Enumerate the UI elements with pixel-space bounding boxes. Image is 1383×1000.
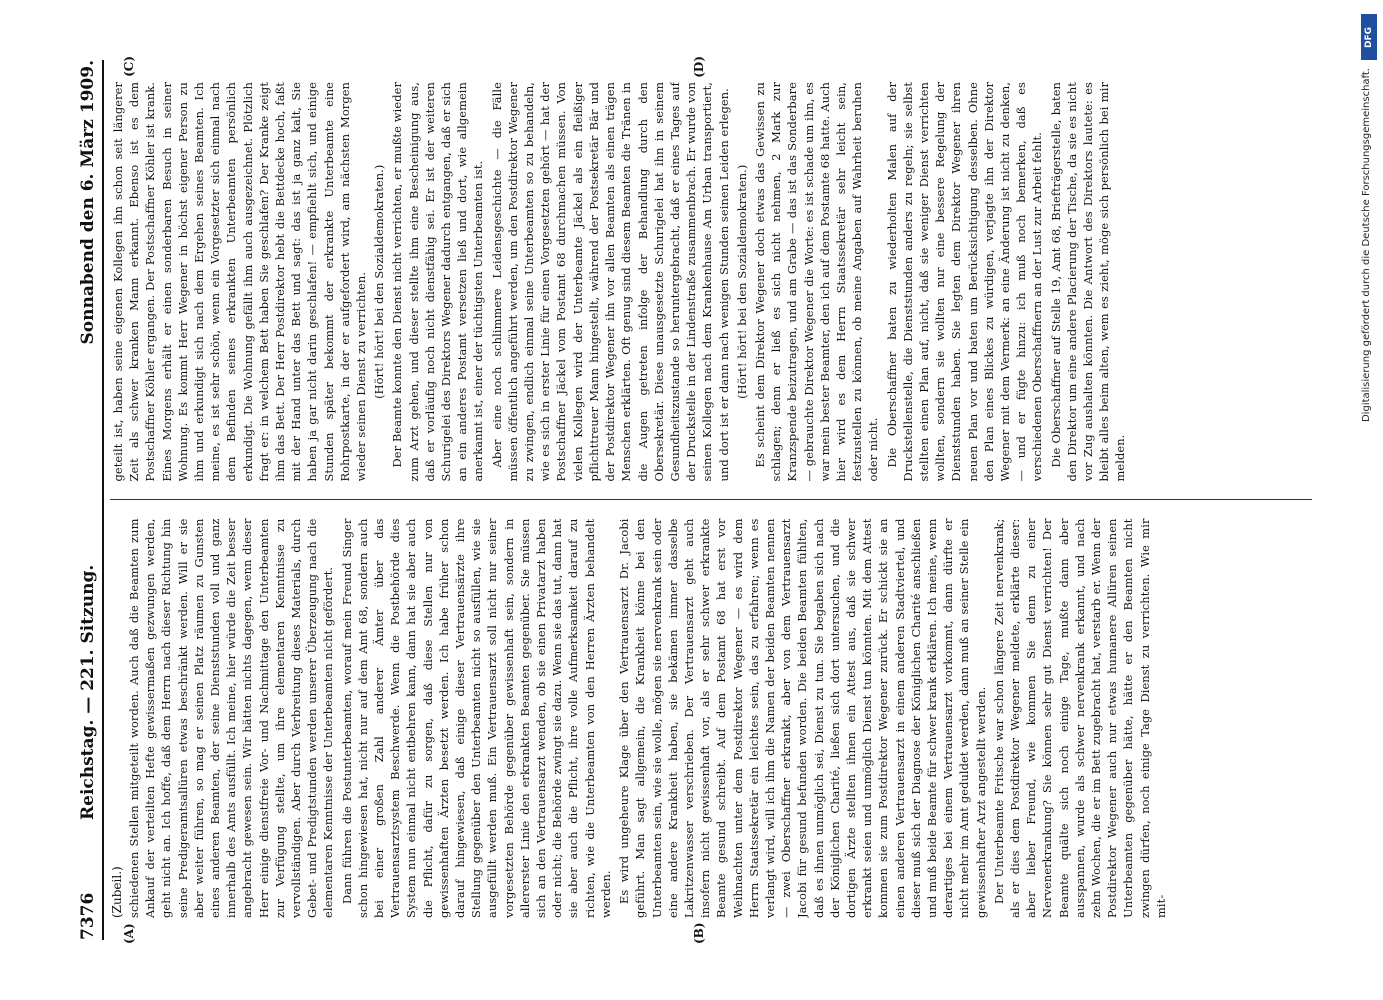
page-header (76, 60, 104, 940)
left-column (110, 519, 1312, 919)
paragraph: Aber eine noch schlimmere Leidensgeschichte — die Fälle müssen öffentlich angeführt werden, um den Postdirektor Wegener zu zwingen, endlich einmal seine Unterbeamten so zu behandeln, wie es sich in erster Linie für einen Vorgesetzten gehört — hat der Postschaffner Jäckel vom Postamt 68 durchmachen müssen. Von vielen Kollegen wird der Unterbeamte Jäckel als ein fleißiger pflichttreuer Mann hingestellt, während der Postsekretär Bär und der Postdirektor Wegener ihn vor allen Beamten als einen trägen Menschen erklärten. Oft genug sind diesem Beamten die Tränen in die Augen getreten infolge der Behandlung durch den Obersekretär. Diese unausgesetzte Schurigelei hat ihn in seinem Gesundheitszustande so heruntergebracht, daß er eines Tages auf der Druckstelle in der Lindenstraße zusammenbrach. Er wurde von seinen Kollegen nach dem Krankenhause Am Urban transportiert, und dort ist er dann nach wenigen Stunden seinen Leiden erlegen. (489, 82, 731, 482)
page-number: 7376 (77, 892, 98, 940)
paragraph: schiedenen Stellen mitgeteilt worden. Auch daß die Beamten zum Ankauf der verteilten Hefte gewissermaßen gezwungen werden, geht nicht an. Ich hoffe, daß dem Herrn nach dieser Richtung hin seine Predigeramtsallüren etwas beschränkt werden. Will er sie aber weiter führen, so mag er seinen Platz räumen zu Gunsten eines anderen Beamten, der seine Dienststunden voll und ganz innerhalb des Amts ausfüllt. Ich meine, hier würde die Zeit besser angebracht gewesen sein. Wir hätten nichts dagegen, wenn dieser Herr einige dienstfreie Vor- und Nachmittage den Unterbeamten zur Verfügung stellte, um ihre elementaren Kenntnisse zu vervollständigen. Aber durch Verbreitung dieses Materials, durch Gebet- und Predigtstunden werden unserer Überzeugung nach die elementaren Kenntnisse der Unterbeamten nicht gefördert. (126, 518, 335, 918)
header-date: Sonnabend den 6. März 1909. (77, 60, 98, 345)
paragraph: Der Beamte konnte den Dienst nicht verrichten, er mußte wieder zum Arzt gehen, und dieser stellte ihm eine Bescheinigung aus, daß er vorläufig noch nicht dienstfähig sei. Er ist der weiteren Schurigelei des Direktors Wegener dadurch entgangen, daß er sich an ein anderes Postamt versetzen ließ und dort, wie allgemein anerkannt ist, einer der tüchtigsten Unterbeamten ist. (389, 82, 485, 482)
paragraph: Es scheint dem Direktor Wegener doch etwas das Gewissen zu schlagen; denn er ließ es sich nicht nehmen, 2 Mark zur Kranzspende beizutragen, und am Grabe — das ist das Sonderbare — gebrauchte Direktor Wegener die Worte: es ist schade um ihn, es war mein bester Beamter, den ich auf dem Postamte 68 hatte. Auch hier wird es dem Herrn Staatssekretär sehr leicht sein, festzustellen zu können, ob meine Angaben auf Wahrheit beruhen oder nicht. (752, 82, 880, 482)
paragraph: Es wird ungeheure Klage über den Vertrauensarzt Dr. Jacobi geführt. Man sagt allgemein, die Krankheit könne bei den Unterbeamten sein, wie sie wolle, mögen sie nervenkrank sein oder eine andere Krankheit haben, sie bekämen immer dasselbe Lakritzenwasser verschrieben. Der Vertrauensarzt geht auch insofern nicht gewissenhaft vor, als er sehr schwer erkrankte Beamte gesund schreibt. Auf dem Postamt 68 hat erst vor Weihnachten unter dem Postdirektor Wegener — es wird dem Herrn Staatssekretär ein leichtes sein, das zu erfahren; wenn es verlangt wird, will ich ihm die Namen der beiden Beamten nennen — zwei Oberschaffner erkrankt, aber von dem Vertrauensarzt Jacobi für gesund befunden worden. Die beiden Beamten fühlten, daß es ihnen unmöglich sei, Dienst zu tun. Sie begaben sich nach der Königlichen Charité, ließen sich dort untersuchen, und die dortigen Ärzte stellten ihnen ein Attest aus, daß sie schwer erkrankt seien und unmöglich Dienst tun könnten. Mit dem Attest kommen sie zum Postdirektor Wegener zurück. Er schickt sie an einen anderen Vertrauensarzt in einem anderen Stadtviertel, und dieser muß sich der Diagnose der Königlichen Charité anschließen und muß beide Beamte für schwer krank erklären. Ich meine, wenn derartiges bei einem Vertrauensarzt vorkommt, dann dürfte er nicht mehr im Amt geduldet werden, dann muß an seiner Stelle ein gewissenhafter Arzt angestellt werden. (616, 518, 988, 918)
text-columns (110, 82, 1312, 918)
funding-credit: Digitalisierung gefördert durch die Deutsche Forschungsgemeinschaft. (1361, 68, 1372, 423)
speaker-label: (Zubeil.) (109, 866, 124, 918)
paragraph: Der Unterbeamte Fritsche war schon längere Zeit nervenkrank; als er dies dem Postdirektor Wegener meldete, erklärte dieser: aber lieber Freund, wie kommen Sie denn zu einer Nervenerkrankung? Sie können sehr gut Dienst verrichten! Der Beamte quälte sich noch einige Tage, mußte dann aber ausspannen, wurde als schwer nervenkrank erkannt, und nach zehn Wochen, die er im Bett zugebracht hat, verstarb er. Wenn der Postdirektor Wegener auch nur etwas humanere Allüren seinen Unterbeamten gegenüber hätte, hätte er den Beamten nicht zwingen dürfen, noch einige Tage Dienst zu verrichten. Wie mir mit- (991, 518, 1168, 918)
document-page (62, 50, 1322, 950)
margin-marker-d: (D) (691, 56, 706, 78)
margin-marker-c: (C) (121, 56, 136, 77)
right-column (110, 82, 1312, 482)
paragraph: Dann führen die Postunterbeamten, worauf mein Freund Singer schon hingewiesen hat, nicht nur auf dem Amt 68, sondern auch bei einer großen Zahl anderer Ämter über das Vertrauensarztsystem Beschwerde. Wenn die Postbehörde dies System nun einmal nicht entbehren kann, dann hat sie aber auch die Pflicht, dafür zu sorgen, daß diese Stellen nur von gewissenhaften Ärzten besetzt werden. Ich habe früher schon darauf hingewiesen, daß einige dieser Vertrauensärzte ihre Stellung gegenüber den Unterbeamten nicht so ausfüllen, wie sie ausgefüllt werden muß. Ein Vertrauensarzt soll nicht nur seiner vorgesetzten Behörde gegenüber gewissenhaft sein, sondern in allererster Linie den erkrankten Beamten gegenüber. Sie müssen sich an den Vertrauensarzt wenden, ob sie einen Privatarzt haben oder nicht; die Behörde zwingt sie dazu. Wenn sie das tut, dann hat sie aber auch die Pflicht, ihre volle Aufmerksamkeit darauf zu richten, wie die Unterbeamten von den Herren Ärzten behandelt werden. (339, 518, 613, 918)
column-divider (110, 500, 1312, 501)
dfg-logo: DFG (1361, 14, 1377, 60)
interjection: (Hört! hört! bei den Sozialdemokraten.) (734, 164, 749, 399)
margin-marker-a: (A) (121, 923, 136, 944)
interjection: (Hört! hört! bei den Sozialdemokraten.) (371, 164, 386, 399)
paragraph: Die Oberschaffner auf Stelle 19, Amt 68, Briefträgerstelle, baten den Direktor um eine andere Placierung der Tische, da sie es nicht vor Zug aushalten könnten. Die Antwort des Direktors lautete: es bleibt alles beim alten, wem es zieht, möge sich persönlich bei mir melden. (1048, 82, 1127, 482)
paragraph: Die Oberschaffner baten zu wiederholten Malen auf der Druckstellenstelle, die Dienststunden anders zu regeln; sie selbst stellten einen Plan auf, nicht, daß sie weniger Dienst verrichten wollten, sondern sie wollten nur eine bessere Regelung der Dienststunden haben. Sie legten dem Direktor Wegener ihren neuen Plan vor und baten um Berücksichtigung desselben. Ohne den Plan eines Blickes zu würdigen, verjagte ihn der Direktor Wegener mit dem Vermerk: an eine Änderung ist nicht zu denken, — und er fügte hinzu: ich muß noch bemerken, daß es verschiedenen Oberschaffnern an der Lust zur Arbeit fehlt. (884, 82, 1044, 482)
digitization-sidebar (1359, 6, 1381, 994)
header-title: Reichstag. — 221. Sitzung. (77, 564, 98, 820)
paragraph: geteilt ist, haben seine eigenen Kollegen ihn schon seit längerer Zeit als schwer kranken Mann erkannt. Ebenso ist es dem Postschaffner Köhler ergangen. Der Postschaffner Köhler ist krank. Eines Morgens erhält er einen sonderbaren Besuch in seiner Wohnung. Es kommt Herr Wegener in höchst eigener Person zu ihm und erkundigt sich nach dem Ergehen seines Beamten. Ich meine, es ist sehr schön, wenn ein Vorgesetzter sich einmal nach dem Befinden seines erkrankten Unterbeamten persönlich erkundigt. Die Wohnung gefällt ihm auch ausgezeichnet. Plötzlich fragt er: in welchem Bett haben Sie geschlafen? Der Kranke zeigt ihm das Bett. Der Herr Postdirektor hebt die Bettdecke hoch, faßt mit der Hand unter das Bett und sagt: das ist ja ganz kalt, Sie haben ja gar nicht darin geschlafen! — empfiehlt sich, und einige Stunden später bekommt der erkrankte Unterbeamte eine Rohrpostkarte, in der er aufgefordert wird, am nächsten Morgen wieder seinen Dienst zu verrichten. (110, 82, 368, 482)
margin-marker-b: (B) (691, 922, 706, 944)
